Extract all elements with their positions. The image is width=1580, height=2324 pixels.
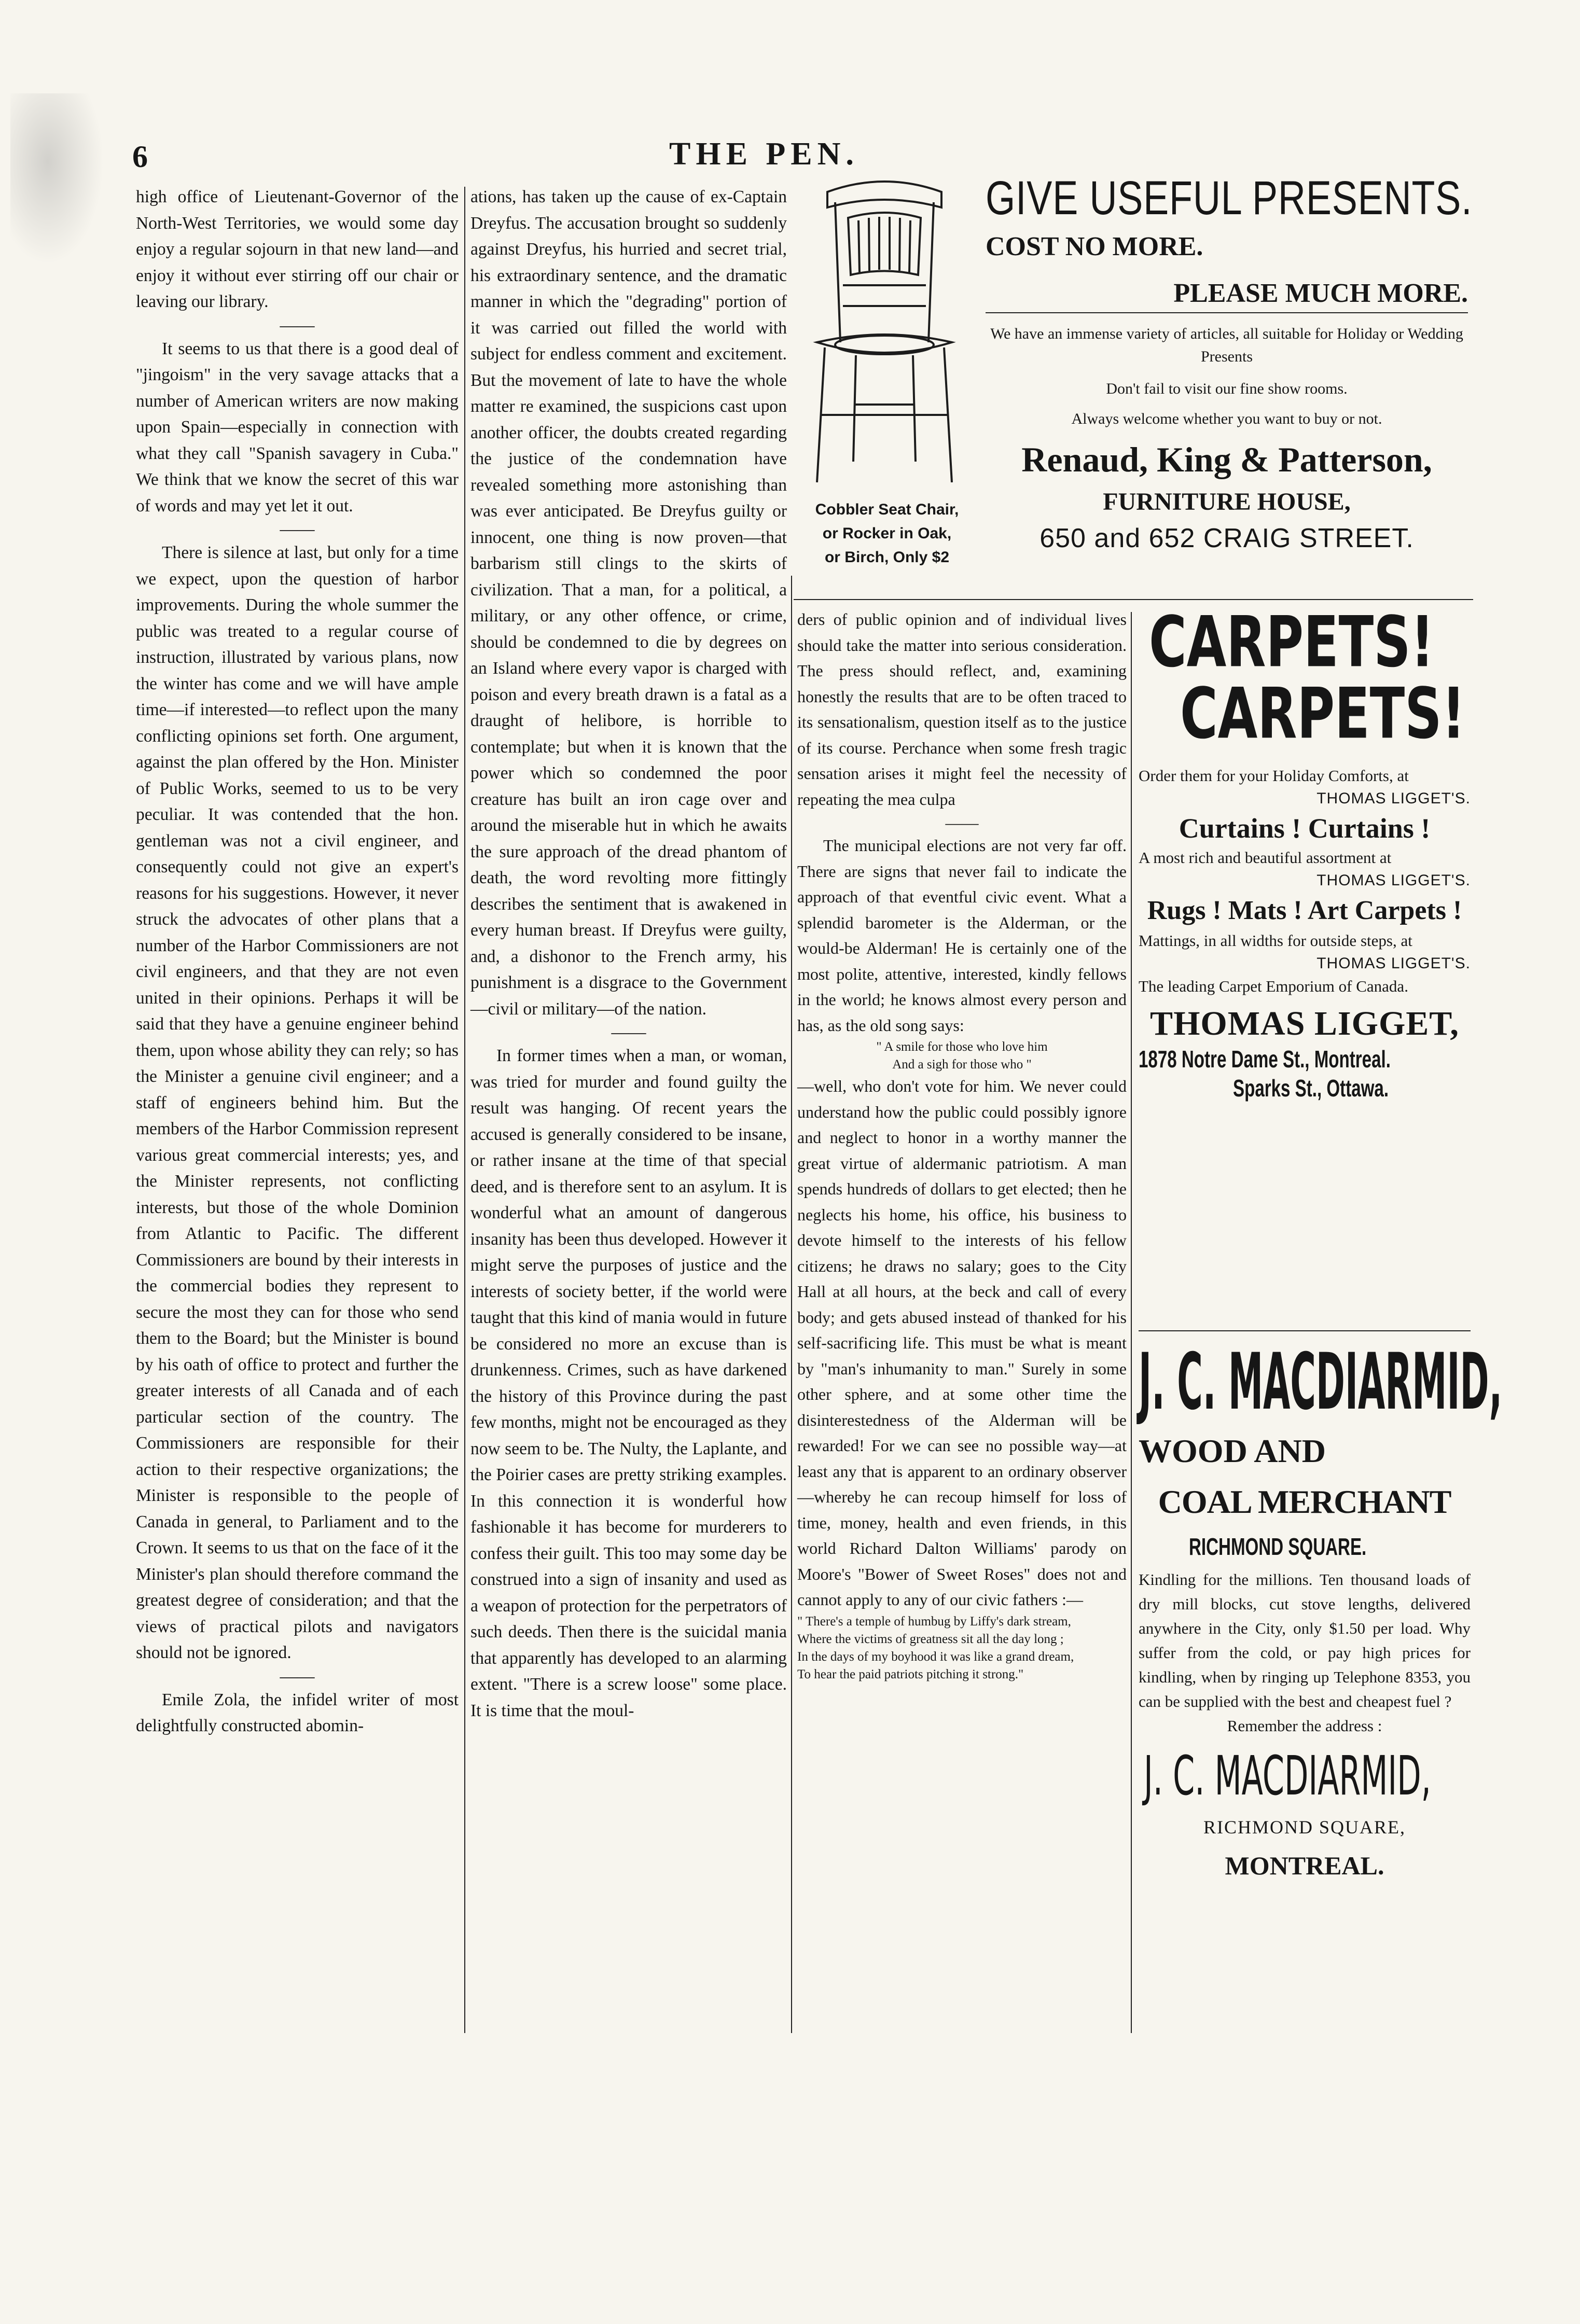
- ad-body: Remember the address :: [1227, 1717, 1382, 1735]
- verse-line: " A smile for those who love him: [876, 1040, 1048, 1054]
- ad-body: We have an immense variety of articles, all suitable for Holiday or Wedding Presents: [990, 325, 1463, 365]
- ad-rule: [794, 599, 1473, 600]
- masthead-title: THE PEN.: [669, 136, 859, 172]
- ad-body: Kindling for the millions. Ten thousand loads of dry mill blocks, cut stove lengths, delivered anywhere in the City, only $1.50 per load. Why suffer from the cold, or pay high prices for kindling, when by ringing up Telephone 8353, you can be supplied with the best and cheapest fuel ?: [1139, 1570, 1471, 1710]
- caption-line: Cobbler Seat Chair,: [815, 501, 959, 518]
- paragraph: There is silence at last, but only for a time we expect, upon the question of harbor improvements. During the whole summer the public was treated to a regular course of instruction, illustrated by various plans, now the winter has come and we will have ample time—if interested—to reflect upon the many conflicting opinions set forth. One argument, against the plan offered by the Hon. Minister of Public Works, seemed to us to be very peculiar. It was contended that the hon. gentleman was not a civil engineer, and consequently could not give an expert's reasons for his suggestions. However, it never struck the advocates of other plans that a number of the Harbor Commissioners are not civil engineers, and that they are not even united in their opinions. Perhaps it will be said that they have a genuine engineer behind them, upon whose ability they can rely; so has the Minister a genuine civil engineer; and a staff of engineers behind him. But the members of the Harbor Commission represent various great commercial interests; yes, and the Minister represents, not conflicting interests, but those of the whole Dominion from Atlantic to Pacific. The different Commissioners are bound by their interests in the commercial bodies they represent to secure the most they can for those who send them to the Board; but the Minister is bound by his oath of office to protect and further the greater interests of all Canada and of each particular section of the country. The Commissioners are responsible for their action to their respective organizations; the Minister is responsible to the people of Canada in general, to Parliament and to the Crown. It seems to us that on the face of it the Minister's plan should therefore command the greatest degree of consideration; and that the views of practical pilots and navigators should not be ignored.: [136, 543, 459, 1662]
- paragraph: —well, who don't vote for him. We never could understand how the public could possibly ignore and neglect to honor in a worthy manner the great virtue of aldermanic patriotism. A man spends hundreds of dollars to get elected; then he neglects his home, his office, his business to devote himself to the interests of his fellow citizens; he draws no salary; goes to the City Hall at all hours, at the beck and call of every body; and gets abused instead of thanked for his self-sacrificing life. This must be what is meant by "man's inhumanity to man." Surely in some other sphere, and at some other time the disinterestedness of the Alderman will be rewarded! For we can see no possible way—at least any that is apparent to an ordinary observer—whereby he can recoup himself for loss of time, money, health and even friends, in this world Richard Dalton Williams' parody on Moore's "Bower of Sweet Roses" does not and cannot apply to any of our civic fathers :—: [797, 1077, 1127, 1609]
- paragraph: In former times when a man, or woman, was tried for murder and found guilty the result was hanging. Of recent years the accused is generally considered to be insane, or rather insane at the time of that special deed, and is therefore sent to an asylum. It is wonderful what an amount of dangerous insanity has been thus developed. However it might serve the purposes of justice and the interests of society better, if the world were taught that this kind of mania would in future be considered no more an excuse than is drunkenness. Crimes, such as have darkened the history of this Province during the past few months, might not be encouraged as they now seem to be. The Nulty, the Laplante, and the Poirier cases are pretty striking examples. In this connection it is wonderful how fashionable it has become for murderers to confess their guilt. This too may some day be construed into a sign of insanity and used as a weapon of protection for the perpetrators of such deeds. Then there is the suicidal mania that apparently has developed to an alarming extent. "There is a screw loose" some place. It is time that the moul-: [470, 1046, 787, 1720]
- section-break: ——: [280, 520, 315, 539]
- chair-caption: [794, 498, 980, 569]
- paragraph: The municipal elections are not very far off. There are signs that never fail to indicate the approach of that eventful civic event. What a splendid barometer is the Alderman, or the would-be Alderman! He is certainly one of the most polite, attentive, interested, kindly fellows in the world; he knows almost every person and has, as the old song says:: [797, 836, 1127, 1035]
- column-rule: [464, 187, 465, 2033]
- ad-rule: [986, 312, 1468, 313]
- section-break: ——: [280, 315, 315, 335]
- ad-body: The leading Carpet Emporium of Canada.: [1139, 977, 1408, 995]
- ligget-name: THOMAS LIGGET'S.: [1316, 955, 1471, 972]
- coal-headline: COAL MERCHANT: [1158, 1483, 1451, 1520]
- montreal: MONTREAL.: [1225, 1851, 1384, 1880]
- article-column-2: [470, 184, 787, 1724]
- ad-subhead: COST NO MORE.: [986, 232, 1203, 261]
- page-stain: [10, 93, 104, 265]
- macdiarmid-name: J. C. MACDIARMID,: [1139, 1337, 1503, 1427]
- cobbler-chair-illustration: [807, 171, 962, 493]
- ad-body: Mattings, in all widths for outside steps, at: [1139, 931, 1412, 950]
- caption-line: or Birch, Only $2: [824, 549, 950, 566]
- thomas-ligget-ad: [1139, 602, 1471, 1102]
- caption-line: or Rocker in Oak,: [822, 525, 952, 542]
- richmond-square: RICHMOND SQUARE,: [1203, 1817, 1406, 1838]
- carpets-headline: CARPETS!: [1149, 602, 1434, 683]
- ligget-big-name: THOMAS LIGGET,: [1150, 1005, 1459, 1042]
- ad-rule: [1139, 1330, 1471, 1331]
- section-break: ——: [611, 1023, 646, 1042]
- ad-subhead: PLEASE MUCH MORE.: [1173, 279, 1468, 308]
- article-column-3: [797, 607, 1127, 1683]
- firm-house: FURNITURE HOUSE,: [1103, 488, 1351, 516]
- page-number: 6: [132, 140, 148, 174]
- ad-body: Always welcome whether you want to buy or not.: [1071, 410, 1382, 427]
- ligget-address: 1878 Notre Dame St., Montreal.: [1139, 1046, 1391, 1073]
- ligget-name: THOMAS LIGGET'S.: [1316, 872, 1471, 889]
- column-rule: [1131, 612, 1132, 2033]
- ad-body: A most rich and beautiful assortment at: [1139, 848, 1392, 867]
- carpets-headline: CARPETS!: [1180, 673, 1465, 755]
- paragraph: ders of public opinion and of individual lives should take the matter into serious consideration. The press should reflect, and, examining honestly the results that are to be often traced to its sensationalism, question itself as to the justice of its course. Perchance when some fresh tragic sensation arises it might feel the necessity of repeating the mea culpa: [797, 610, 1127, 809]
- article-column-1: [136, 184, 459, 1739]
- paragraph: It seems to us that there is a good deal of "jingoism" in the very savage attacks that a number of American writers are now making upon Spain—especially in connection with what they call "Spanish savagery in Cuba." We think that we know the secret of this war of words and may yet let it out.: [136, 339, 459, 516]
- ligget-name: THOMAS LIGGET'S.: [1316, 790, 1471, 807]
- rugs-headline: Rugs ! Mats ! Art Carpets !: [1147, 896, 1462, 925]
- section-break: ——: [945, 813, 979, 832]
- paragraph: ations, has taken up the cause of ex-Captain Dreyfus. The accusation brought so suddenly against Dreyfus, his hurried and secret trial, his extraordinary sentence, and the dramatic manner in which the "degrading" portion of it was carried out filled the world with subject for endless comment and excitement. But the movement of late to have the whole matter re examined, the suspicions cast upon another officer, the doubts created regarding the justice of the condemnation have revealed something more astonishing than was ever anticipated. Be Dreyfus guilty or innocent, one thing is now proven—that barbarism still clings to the skirts of civilization. That a man, for a political, a military, or any other offence, or crime, should be condemned to die by degrees on an Island where every vapor is charged with poison and every breath drawn is a fatal as a draught of helibore, is horrible to contemplate; but when it is known that the power which so condemned the poor creature has built an iron cage over and around the miserable hut in which he awaits the sure approach of the dread phantom of death, the word revolting more fittingly describes the sentiment that is awakened in every human breast. If Dreyfus were guilty, and, a dishonor to the French army, his punishment is a disgrace to the Government—civil or military—of the nation.: [470, 187, 787, 1019]
- verse-line: Where the victims of greatness sit all the day long ;: [797, 1632, 1064, 1646]
- richmond-square: RICHMOND SQUARE.: [1189, 1533, 1367, 1560]
- ligget-address: Sparks St., Ottawa.: [1232, 1075, 1389, 1102]
- macdiarmid-name: J. C. MACDIARMID,: [1144, 1744, 1431, 1807]
- firm-address: 650 and 652 CRAIG STREET.: [1040, 523, 1414, 553]
- column-rule: [791, 576, 792, 2033]
- macdiarmid-ad: [1139, 1337, 1503, 1882]
- paragraph: high office of Lieutenant-Governor of the North-West Territories, we would some day enjoy a regular sojourn in that new land—and enjoy it without ever stirring off our chair or leaving our library.: [136, 187, 459, 311]
- ad-body: Don't fail to visit our fine show rooms.: [1106, 380, 1348, 397]
- wood-headline: WOOD AND: [1139, 1432, 1326, 1469]
- paragraph: Emile Zola, the infidel writer of most delightfully constructed abomin-: [136, 1690, 459, 1735]
- verse-line: In the days of my boyhood it was like a grand dream,: [797, 1649, 1074, 1664]
- verse-line: To hear the paid patriots pitching it strong.": [797, 1667, 1024, 1681]
- curtains-headline: Curtains ! Curtains !: [1179, 813, 1431, 844]
- verse-line: And a sigh for those who ": [892, 1057, 1032, 1071]
- ad-body: Order them for your Holiday Comforts, at: [1139, 767, 1409, 785]
- section-break: ——: [280, 1666, 315, 1686]
- verse-line: " There's a temple of humbug by Liffy's dark stream,: [797, 1614, 1071, 1629]
- renaud-king-patterson-ad: [986, 171, 1473, 555]
- ad-headline: GIVE USEFUL PRESENTS.: [986, 172, 1473, 225]
- firm-name: Renaud, King & Patterson,: [1021, 440, 1432, 479]
